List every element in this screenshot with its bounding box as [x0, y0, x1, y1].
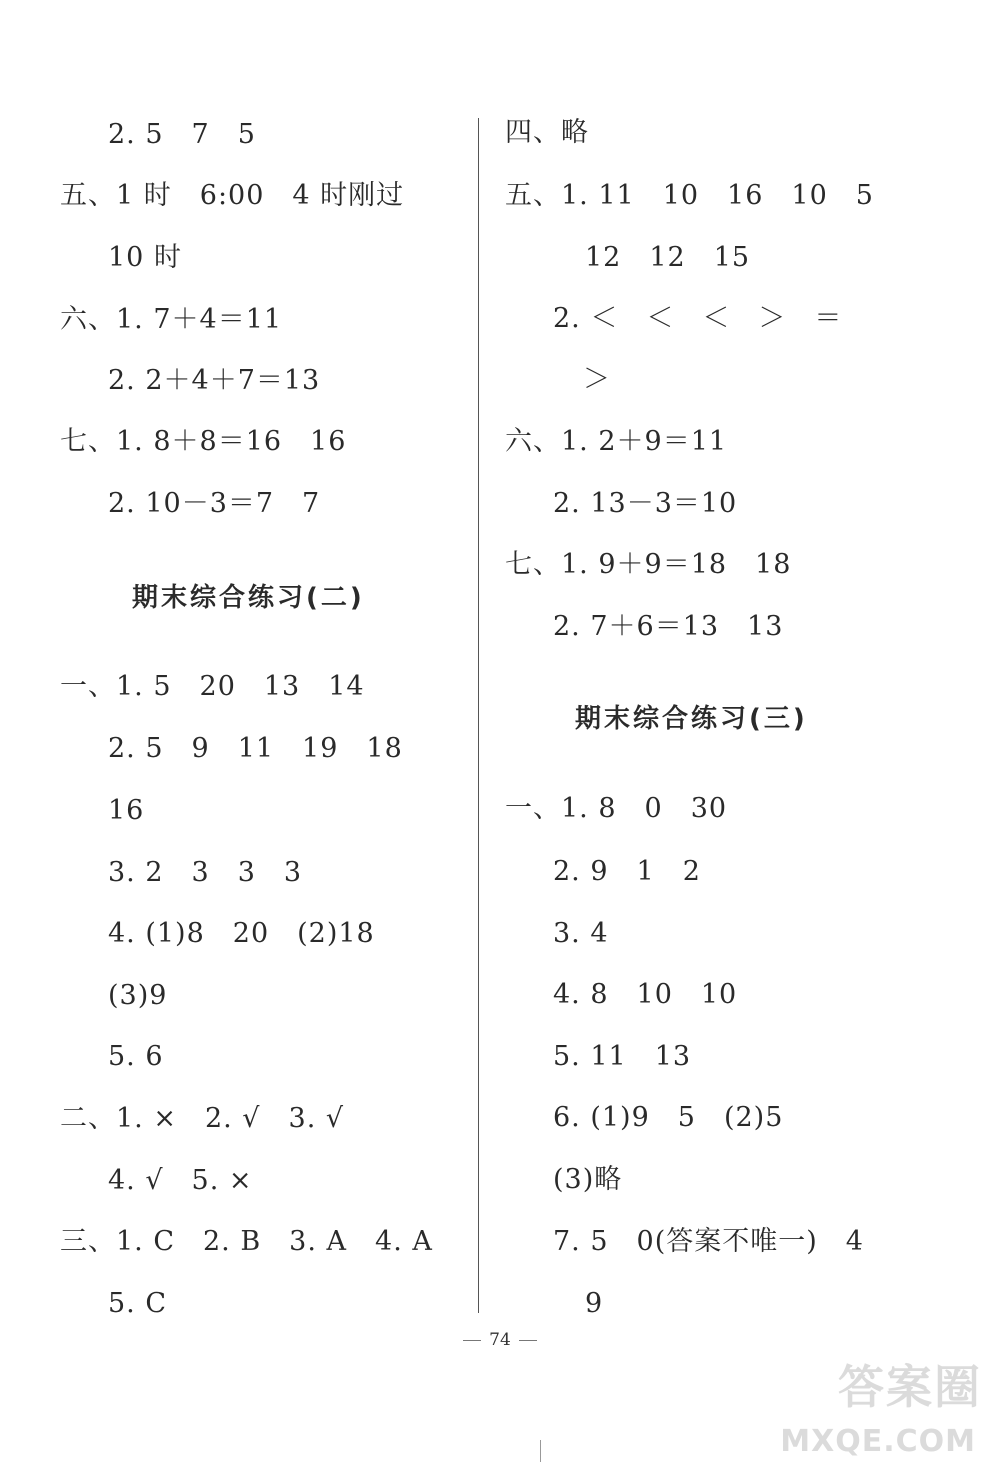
- answer-line: 二、1. × 2. √ 3. √: [60, 1103, 345, 1134]
- answer-line: 7. 5 0(答案不唯一) 4: [553, 1226, 864, 1257]
- answer-line: 2. 2＋4＋7＝13: [108, 365, 321, 396]
- section-heading: 期末综合练习(二): [132, 583, 365, 613]
- watermark-text: 答案圈: [838, 1360, 982, 1414]
- answer-line: 6. (1)9 5 (2)5: [553, 1102, 784, 1133]
- watermark-url: MXQE.COM: [780, 1424, 976, 1459]
- scan-mark: [540, 1440, 541, 1462]
- answer-line: 4. √ 5. ×: [108, 1165, 253, 1196]
- page-number-text: 74: [489, 1330, 511, 1350]
- answer-line: 六、1. 2＋9＝11: [505, 426, 728, 457]
- dash-decoration: [463, 1340, 481, 1341]
- answer-line: 5. 6: [108, 1041, 164, 1072]
- answer-line: 4. (1)8 20 (2)18: [108, 918, 375, 949]
- answer-line: 五、1. 11 10 16 10 5: [505, 180, 874, 211]
- answer-line: 4. 8 10 10: [553, 979, 738, 1010]
- answer-line: 2. 5 9 11 19 18: [108, 733, 403, 764]
- column-divider: [478, 118, 479, 1313]
- answer-line: 六、1. 7＋4＝11: [60, 304, 283, 335]
- answer-line: 10 时: [108, 242, 182, 273]
- answer-line: 12 12 15: [585, 242, 751, 273]
- answer-line: 一、1. 5 20 13 14: [60, 671, 365, 702]
- answer-line: 2. 10－3＝7 7: [108, 488, 321, 519]
- answer-line: 3. 4: [553, 918, 609, 949]
- answer-line: 5. C: [108, 1288, 168, 1319]
- answer-line: ＞: [583, 364, 611, 395]
- answer-line: 七、1. 9＋9＝18 18: [505, 549, 792, 580]
- answer-line: 9: [585, 1288, 604, 1319]
- answer-line: 四、略: [505, 117, 589, 148]
- answer-line: 2. 13－3＝10: [553, 488, 738, 519]
- section-heading: 期末综合练习(三): [575, 704, 808, 734]
- answer-line: 一、1. 8 0 30: [505, 793, 728, 824]
- answer-line: 2. 5 7 5: [108, 119, 256, 150]
- answer-line: 16: [108, 795, 145, 826]
- answer-line: 七、1. 8＋8＝16 16: [60, 426, 347, 457]
- answer-line: 3. 2 3 3 3: [108, 857, 303, 888]
- answer-line: (3)9: [108, 980, 168, 1011]
- answer-line: (3)略: [553, 1164, 623, 1195]
- answer-line: 三、1. C 2. B 3. A 4. A: [60, 1226, 433, 1257]
- answer-line: 2. 7＋6＝13 13: [553, 611, 784, 642]
- answer-line: 2. ＜ ＜ ＜ ＞ ＝: [553, 303, 843, 334]
- watermark-logo: [782, 1345, 982, 1465]
- answer-line: 2. 9 1 2: [553, 856, 701, 887]
- answer-line: 5. 11 13: [553, 1041, 692, 1072]
- dash-decoration: [519, 1340, 537, 1341]
- answer-line: 五、1 时 6:00 4 时刚过: [60, 180, 405, 211]
